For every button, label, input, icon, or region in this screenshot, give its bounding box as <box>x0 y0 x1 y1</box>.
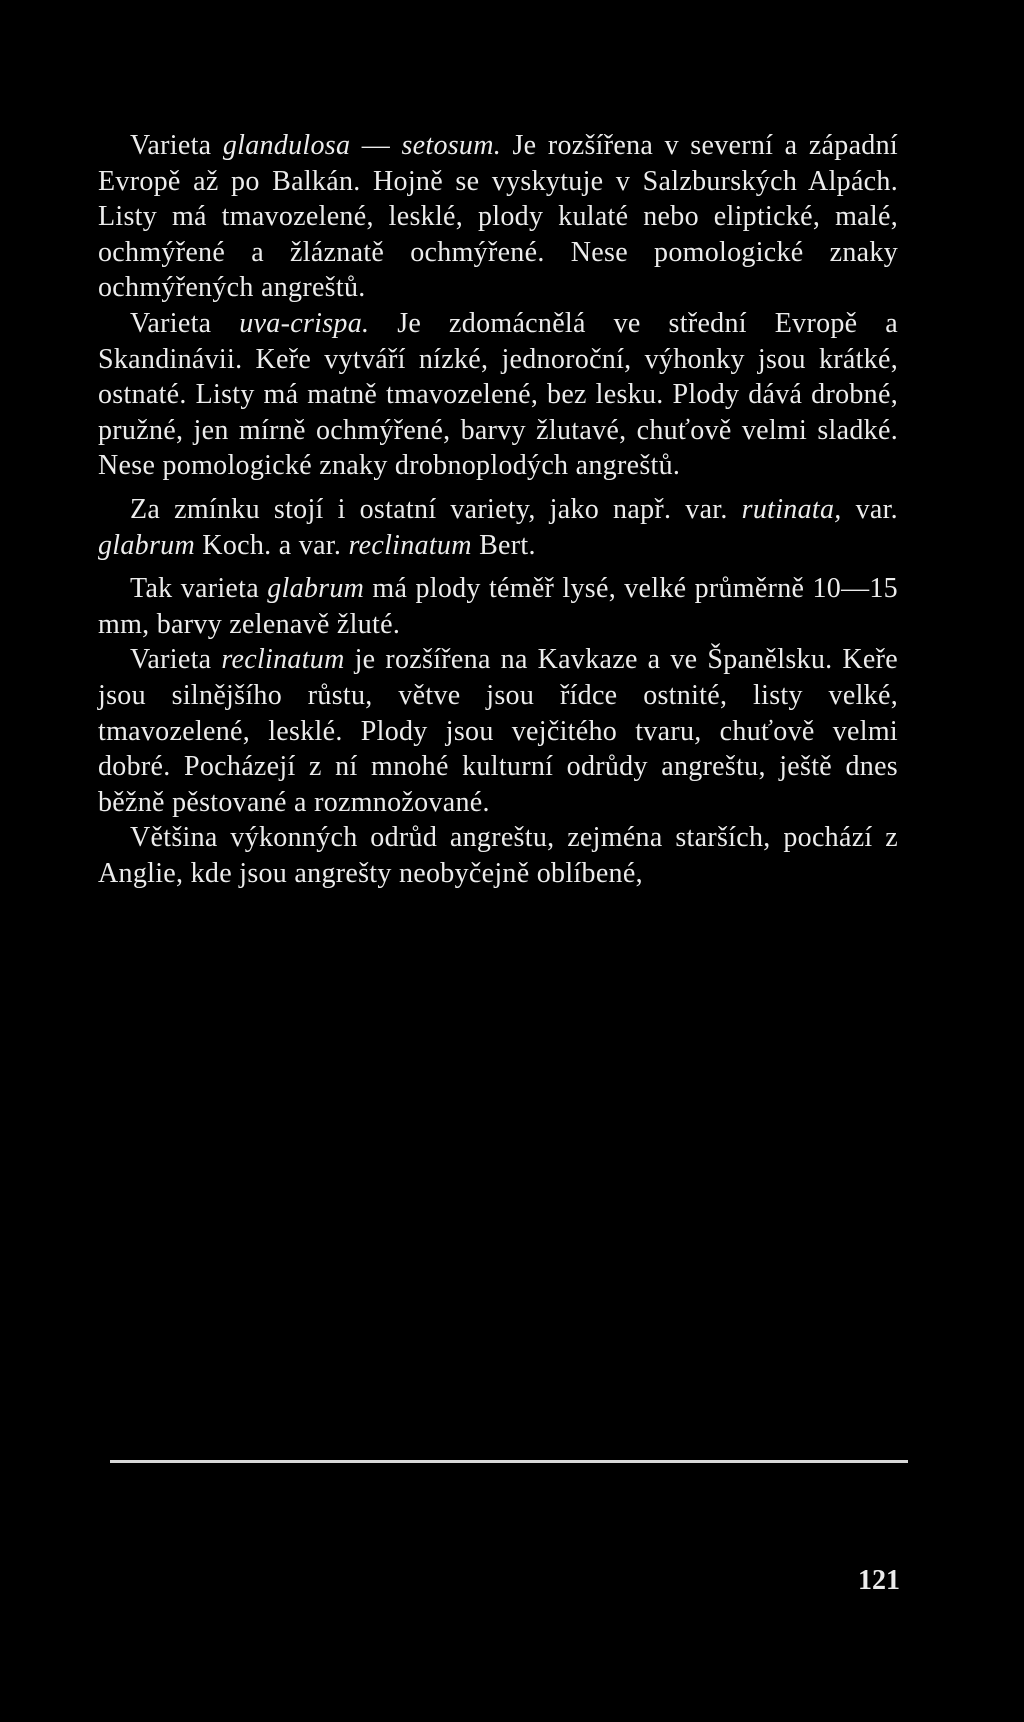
text-run: Koch. a var. <box>195 529 349 561</box>
italic-term: rutinata, <box>741 493 842 525</box>
text-run: Varieta <box>130 307 240 339</box>
footer-divider <box>110 1460 908 1463</box>
page-number: 121 <box>858 1565 900 1596</box>
italic-term: glabrum <box>267 573 365 605</box>
text-run: je rozšířena na Kavkaze a ve Španělsku. Keře jsou silnějšího růstu, větve jsou řídce ostnité, listy velké, tmavozelené, lesklé. Plody jsou vejčitého tvaru, chuťově velmi dobré. Pocházejí z ní mnohé kulturní odrůdy angreštu, ještě dnes běžně pěstované a rozmnožované. <box>98 644 898 818</box>
paragraph-other-varieties <box>98 492 898 563</box>
paragraph-english-varieties <box>98 820 898 891</box>
italic-term: glandulosa <box>222 130 351 161</box>
italic-term: setosum. <box>401 130 502 161</box>
italic-term: reclinatum <box>221 644 345 676</box>
text-run: — <box>350 130 402 161</box>
paragraph-uva-crispa <box>98 306 898 484</box>
italic-term: uva-crispa. <box>239 307 370 339</box>
italic-term: reclinatum <box>348 529 472 561</box>
text-run: Tak varieta <box>130 573 268 605</box>
body-text <box>98 128 898 891</box>
text-run: Za zmínku stojí i ostatní variety, jako např. var. <box>130 493 742 525</box>
text-run: Je zdomácnělá ve střední Evropě a Skandinávii. Keře vytváří nízké, jednoroční, výhonky jsou krátké, ostnaté. Listy má matně tmavozelené, bez lesku. Plody dává drobné, pružné, jen mírně ochmýřené, barvy žlutavé, chuťově velmi sladké. Nese pomologické znaky drobnoplodých angreštů. <box>98 307 899 482</box>
text-run: var. <box>841 493 898 525</box>
text-run: Varieta <box>130 130 223 161</box>
text-run: Většina výkonných odrůd angreštu, zejména starších, pochází z Anglie, kde jsou angrešty neobyčejně oblíbené, <box>98 822 898 889</box>
text-run: má plody téměř lysé, velké průměrně 10—15 mm, barvy zelenavě žluté. <box>98 573 898 640</box>
text-run: Varieta <box>130 644 222 676</box>
text-run: Bert. <box>471 529 536 561</box>
italic-term: glabrum <box>98 529 195 561</box>
text-run: Je rozšířena v severní a západní Evropě až po Balkán. Hojně se vyskytuje v Salzburských Alpách. Listy má tmavozelené, lesklé, plody kulaté nebo eliptické, malé, ochmýřené a žláznatě ochmýřené. Nese pomologické znaky ochmýřených angreštů. <box>98 130 898 304</box>
paragraph-reclinatum <box>98 642 898 820</box>
paragraph-glandulosa <box>98 128 898 306</box>
paragraph-glabrum <box>98 571 898 642</box>
